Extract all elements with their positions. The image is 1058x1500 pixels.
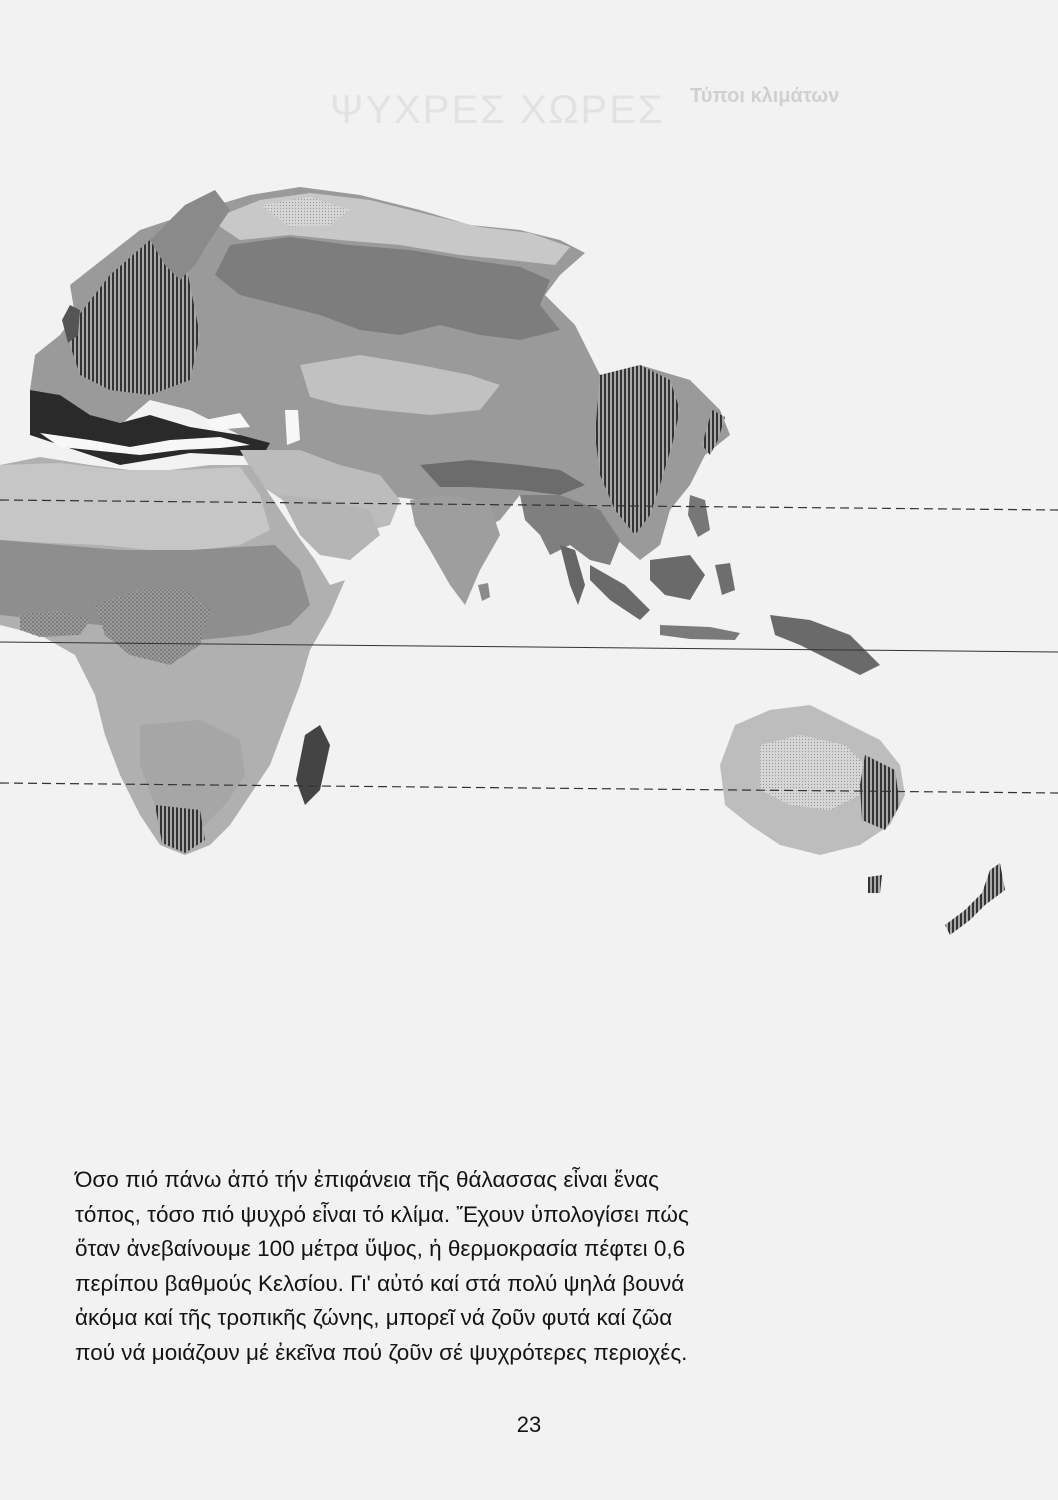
paragraph-line: ὅταν ἀνεβαίνουμε 100 μέτρα ὕψος, ἡ θερμοκρασία πέφτει 0,6 [75, 1236, 686, 1261]
caspian-sea [285, 410, 300, 445]
philippines [688, 495, 710, 537]
new-guinea [770, 615, 880, 675]
sulawesi [715, 563, 735, 595]
sri-lanka [478, 583, 490, 601]
paragraph-line: τόπος, τόσο πιό ψυχρό εἶναι τό κλίμα. Ἔχουν ὑπολογίσει πώς [75, 1201, 689, 1227]
borneo [650, 555, 705, 600]
paragraph-line: ἀκόμα καί τῆς τροπικῆς ζώνης, μπορεῖ νά ζοῦν φυτά καί ζῶα [75, 1305, 673, 1330]
madagascar [296, 725, 330, 805]
bleed-through-title: ΨΥΧΡΕΣ ΧΩΡΕΣ [330, 88, 665, 132]
altitude-climate-paragraph [75, 1163, 945, 1370]
tasmania [868, 875, 882, 893]
bleed-through-heading: Τύποι κλιμάτων [690, 85, 840, 107]
java [660, 625, 740, 640]
new-zealand [945, 863, 1005, 935]
paragraph-line: Όσο πιό πάνω ἀπό τήν ἐπιφάνεια τῆς θάλασσας εἶναι ἕνας [75, 1167, 660, 1192]
malay-peninsula [560, 545, 585, 605]
climate-zones-map [0, 165, 1058, 965]
sahara-desert [0, 463, 270, 550]
paragraph-line: περίπου βαθμούς Κελσίου. Γι' αὐτό καί στά πολύ ψηλά βουνά [75, 1270, 685, 1296]
paragraph-line: πού νά μοιάζουν μέ ἐκεῖνα πού ζοῦν σέ ψυχρότερες περιοχές. [75, 1339, 688, 1365]
sumatra [590, 565, 650, 620]
page-number: 23 [516, 1412, 542, 1437]
